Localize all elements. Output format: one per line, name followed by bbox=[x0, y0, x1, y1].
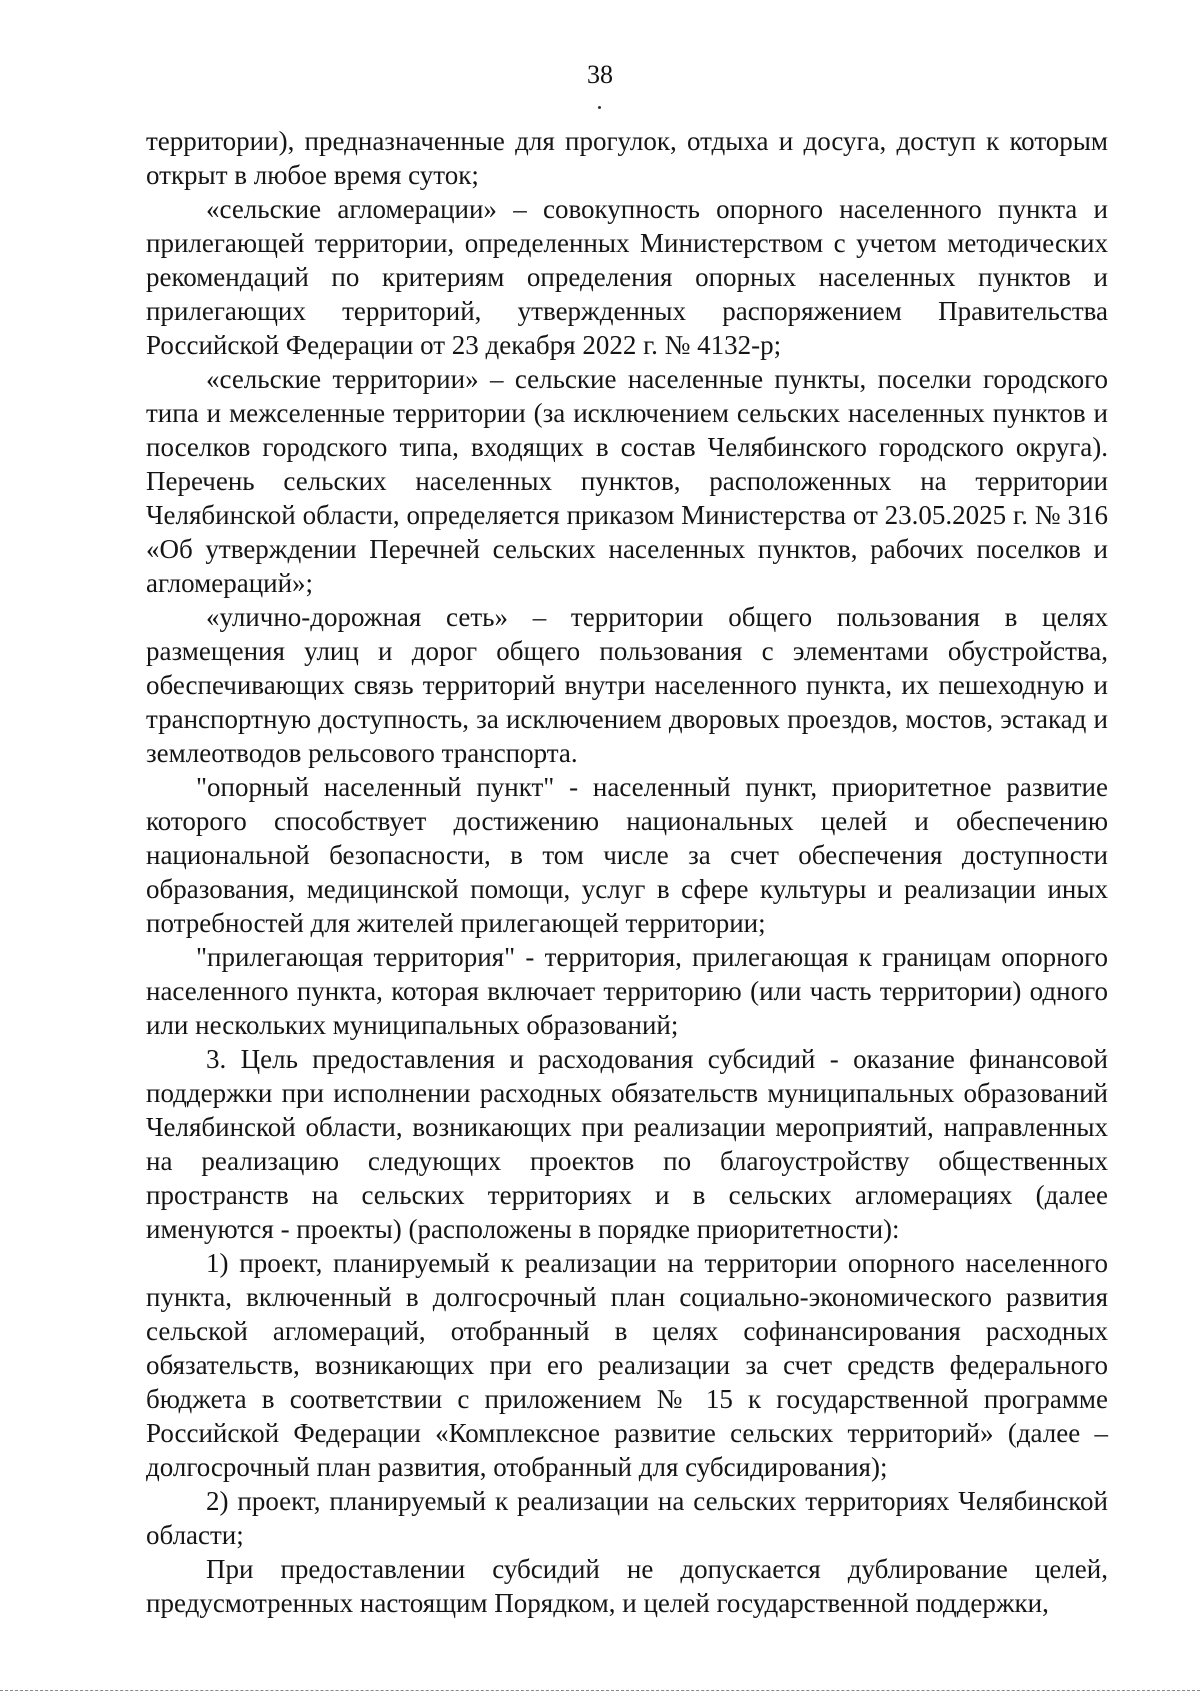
paragraph-definition-support-settlement: "опорный населенный пункт" - населенный пункт, приоритетное развитие которого способствует достижению национальных целей и обеспечению национальной безопасности, в том числе за счет обеспечения доступности образования, медицинской помощи, услуг в сфере культуры и реализации иных потребностей для жителей прилегающей территории; bbox=[146, 772, 1108, 938]
paragraph-project-item-1: 1) проект, планируемый к реализации на территории опорного населенного пункта, включенный в долгосрочный план социально-экономического развития сельской агломераций, отобранный в целях софинансирования расходных обязательств, возникающих при его реализации за счет средств федерального бюджета в соответствии с приложением № 15 к государственной программе Российской Федерации «Комплексное развитие сельских территорий» (далее – долгосрочный план развития, отобранный для субсидирования); bbox=[146, 1248, 1108, 1482]
paragraph-definition-rural-agglomerations: «сельские агломерации» – совокупность опорного населенного пункта и прилегающей территории, определенных Министерством с учетом методических рекомендаций по критериям определения опорных населенных пунктов и прилегающих территорий, утвержденных распоряжением Правительства Российской Федерации от 23 декабря 2022 г. № 4132-р; bbox=[146, 194, 1108, 360]
page-number: 38 bbox=[587, 60, 613, 89]
paragraph-duplication-rule: При предоставлении субсидий не допускается дублирование целей, предусмотренных настоящим Порядком, и целей государственной поддержки, bbox=[146, 1554, 1108, 1618]
scan-bottom-edge bbox=[0, 1690, 1200, 1691]
document-body bbox=[146, 124, 1108, 1620]
paragraph-purpose-of-subsidies: 3. Цель предоставления и расходования субсидий - оказание финансовой поддержки при исполнении расходных обязательств муниципальных образований Челябинской области, возникающих при реализации мероприятий, направленных на реализацию следующих проектов по благоустройству общественных пространств на сельских территориях и в сельских агломерациях (далее именуются - проекты) (расположены в порядке приоритетности): bbox=[146, 1044, 1108, 1244]
paragraph-continuation: территории), предназначенные для прогулок, отдыха и досуга, доступ к которым открыт в любое время суток; bbox=[146, 126, 1108, 190]
paragraph-definition-road-network: «улично-дорожная сеть» – территории общего пользования в целях размещения улиц и дорог общего пользования с элементами обустройства, обеспечивающих связь территорий внутри населенного пункта, их пешеходную и транспортную доступность, за исключением дворовых проездов, мостов, эстакад и землеотводов рельсового транспорта. bbox=[146, 602, 1108, 768]
paragraph-definition-adjacent-territory: "прилегающая территория" - территория, прилегающая к границам опорного населенного пункта, которая включает территорию (или часть территории) одного или нескольких муниципальных образований; bbox=[146, 942, 1108, 1040]
paragraph-definition-rural-territories: «сельские территории» – сельские населенные пункты, поселки городского типа и межселенные территории (за исключением сельских населенных пунктов и поселков городского типа, входящих в состав Челябинского городского округа). Перечень сельских населенных пунктов, расположенных на территории Челябинской области, определяется приказом Министерства от 23.05.2025 г. № 316 «Об утверждении Перечней сельских населенных пунктов, рабочих поселков и агломераций»; bbox=[146, 364, 1108, 598]
paragraph-project-item-2: 2) проект, планируемый к реализации на сельских территориях Челябинской области; bbox=[146, 1486, 1108, 1550]
scan-artifact-dot bbox=[598, 106, 601, 109]
